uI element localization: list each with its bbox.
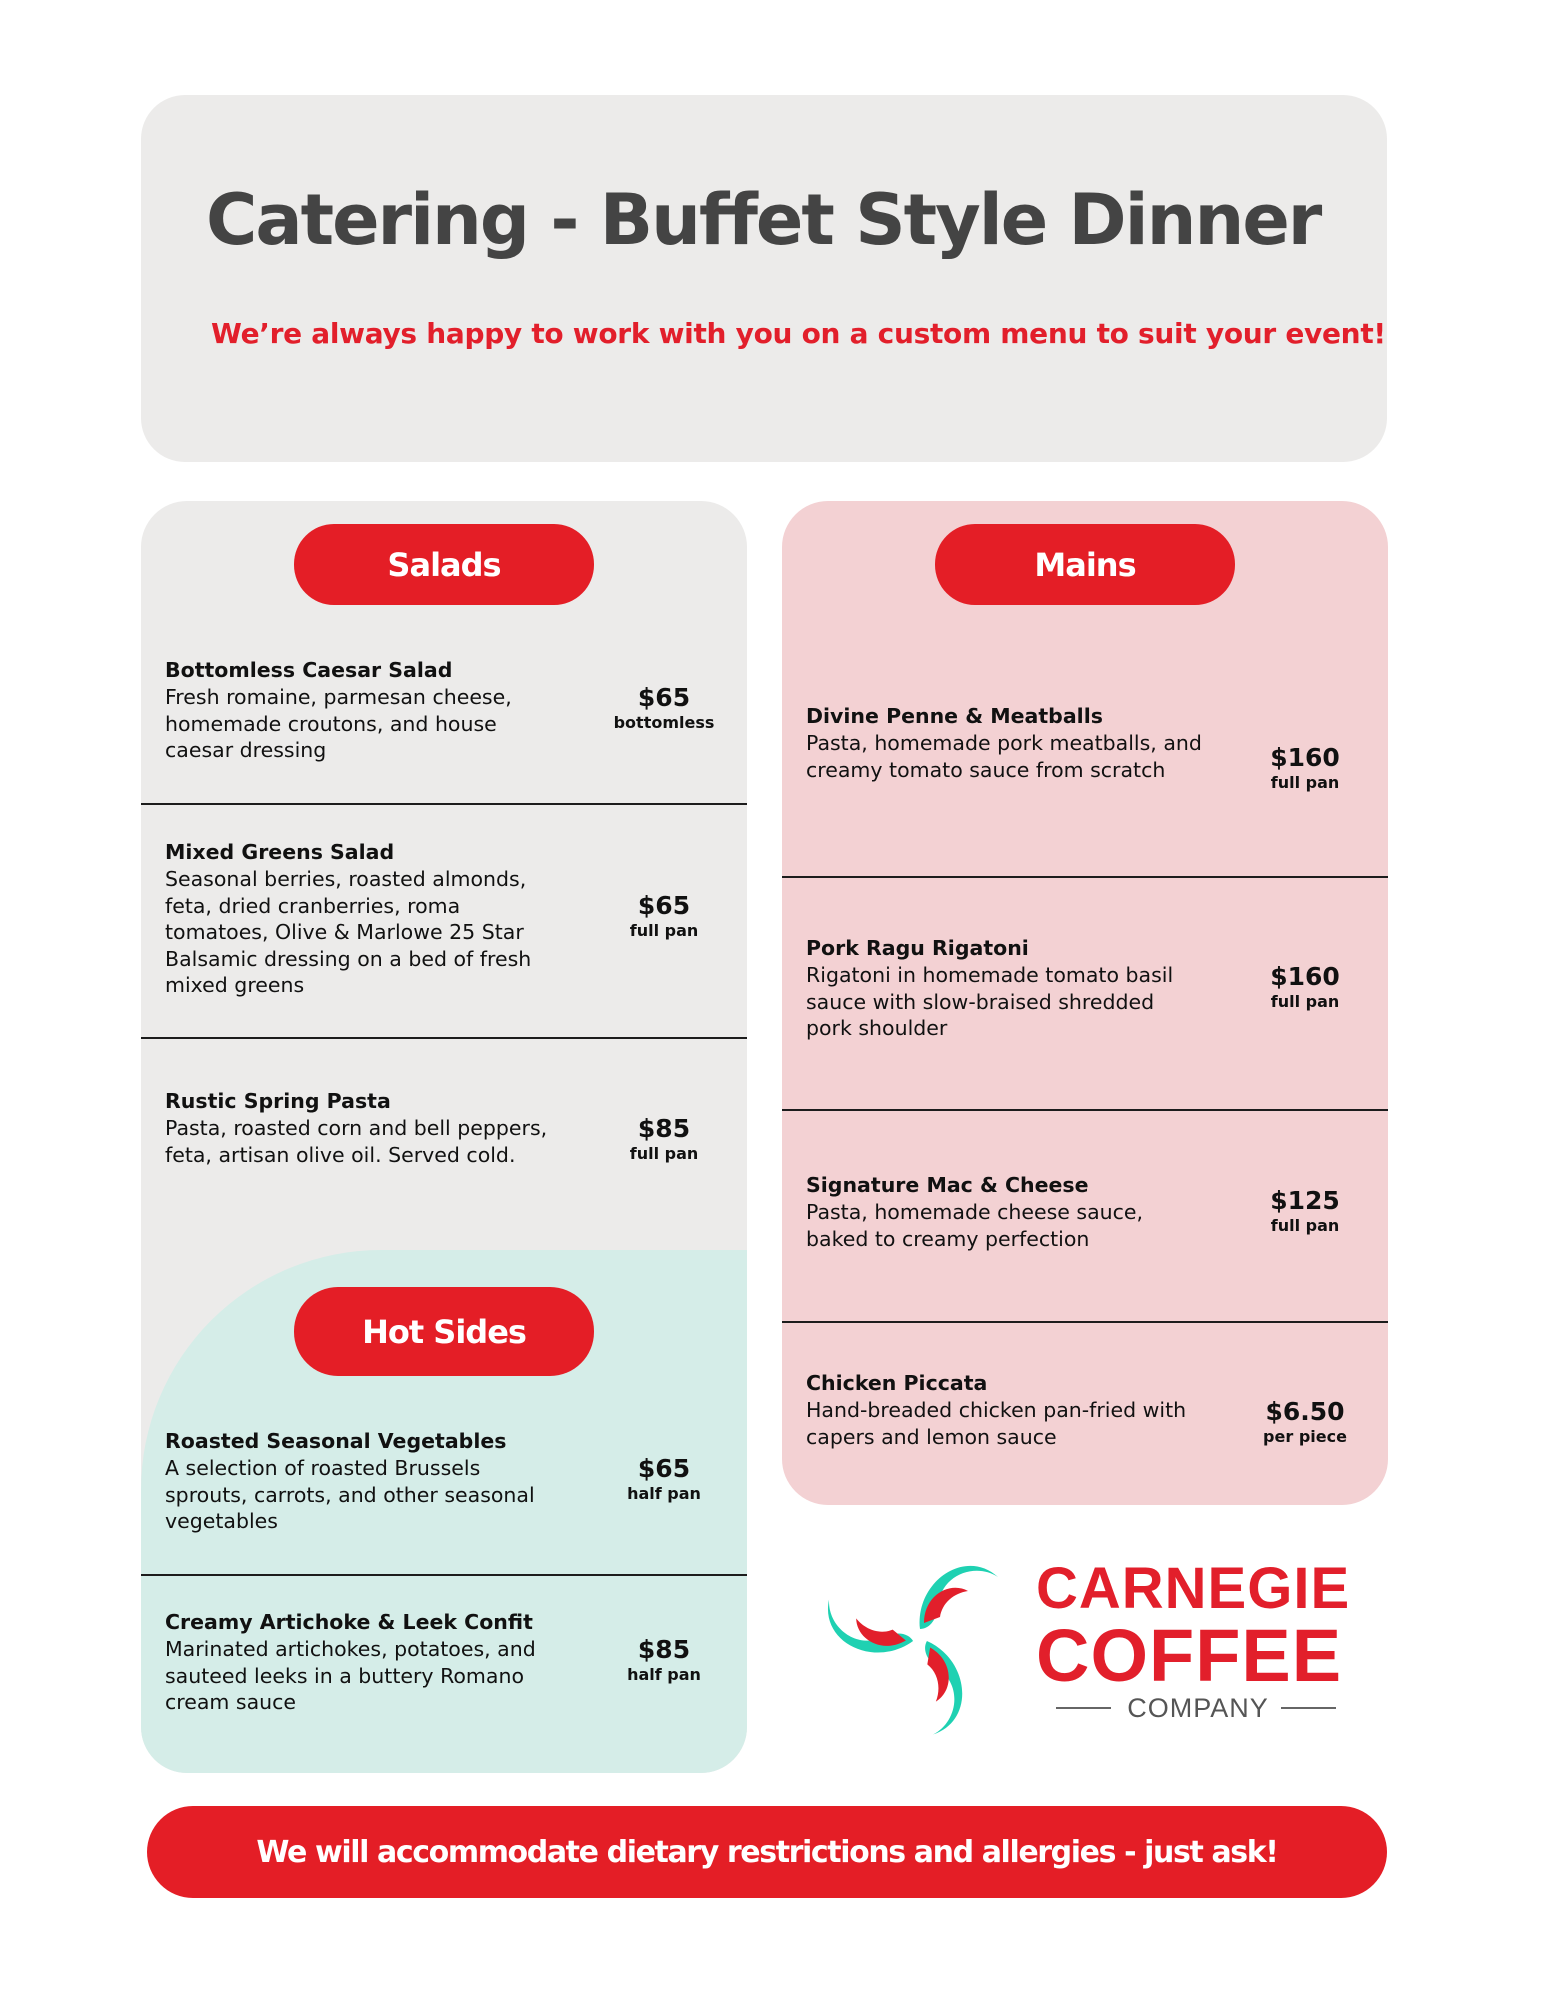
item-name: Chicken Piccata xyxy=(806,1371,988,1395)
menu-item-chicken-piccata xyxy=(806,1370,1206,1450)
menu-item-artichoke-confit xyxy=(165,1609,565,1716)
price-value: $6.50 xyxy=(1265,1397,1345,1426)
price-value: $160 xyxy=(1270,962,1340,991)
price-unit: half pan xyxy=(627,1665,701,1684)
menu-item-penne-meatballs xyxy=(806,703,1206,783)
price-unit: full pan xyxy=(1270,1216,1340,1235)
price-unit: half pan xyxy=(627,1484,701,1503)
item-name: Mixed Greens Salad xyxy=(165,840,395,864)
divider xyxy=(141,1037,747,1039)
salads-heading: Salads xyxy=(294,524,594,605)
price-value: $160 xyxy=(1270,743,1340,772)
swirl-logo-icon xyxy=(818,1535,1018,1735)
menu-item-roasted-vegetables xyxy=(165,1428,565,1535)
item-name: Creamy Artichoke & Leek Confit xyxy=(165,1610,533,1634)
mains-heading: Mains xyxy=(935,524,1235,605)
item-description: Rigatoni in homemade tomato basil sauce with slow-braised shredded pork shoulder xyxy=(806,963,1174,1040)
dietary-note-banner: We will accommodate dietary restrictions and allergies - just ask! xyxy=(147,1806,1387,1898)
item-description: Seasonal berries, roasted almonds, feta, dried cranberries, roma tomatoes, Olive & Marlowe 25 Star Balsamic dressing on a bed of fresh mixed greens xyxy=(165,867,532,997)
menu-item-caesar xyxy=(165,657,565,764)
item-description: A selection of roasted Brussels sprouts, carrots, and other seasonal vegetables xyxy=(165,1456,535,1533)
item-description: Fresh romaine, parmesan cheese, homemade croutons, and house caesar dressing xyxy=(165,685,512,762)
page-subtitle: We’re always happy to work with you on a custom menu to suit your event! xyxy=(211,317,1386,350)
page-title: Catering - Buffet Style Dinner xyxy=(206,179,1321,261)
price-unit: per piece xyxy=(1263,1427,1347,1446)
price-unit: full pan xyxy=(1270,992,1340,1011)
divider xyxy=(141,1574,747,1576)
menu-item-rustic-pasta xyxy=(165,1088,565,1168)
item-name: Bottomless Caesar Salad xyxy=(165,658,453,682)
item-name: Roasted Seasonal Vegetables xyxy=(165,1429,507,1453)
item-price xyxy=(1235,743,1375,794)
menu-item-mixed-greens xyxy=(165,839,565,999)
item-price xyxy=(1235,962,1375,1013)
salads-section xyxy=(141,501,747,1773)
divider xyxy=(782,876,1388,878)
logo-rule-right xyxy=(1281,1707,1336,1709)
item-description: Pasta, homemade pork meatballs, and creamy tomato sauce from scratch xyxy=(806,731,1202,782)
item-description: Marinated artichokes, potatoes, and sauteed leeks in a buttery Romano cream sauce xyxy=(165,1637,536,1714)
item-description: Pasta, roasted corn and bell peppers, feta, artisan olive oil. Served cold. xyxy=(165,1116,548,1167)
divider xyxy=(782,1109,1388,1111)
divider xyxy=(782,1321,1388,1323)
menu-item-pork-ragu xyxy=(806,935,1206,1042)
price-value: $125 xyxy=(1270,1186,1340,1215)
price-unit: bottomless xyxy=(613,713,715,732)
item-price xyxy=(1235,1397,1375,1448)
mains-section xyxy=(782,501,1388,1505)
price-value: $65 xyxy=(637,891,691,920)
price-unit: full pan xyxy=(1270,773,1340,792)
item-name: Divine Penne & Meatballs xyxy=(806,704,1103,728)
item-name: Rustic Spring Pasta xyxy=(165,1089,391,1113)
item-price xyxy=(594,1114,734,1165)
item-name: Signature Mac & Cheese xyxy=(806,1173,1089,1197)
price-value: $85 xyxy=(637,1114,691,1143)
menu-item-mac-cheese xyxy=(806,1172,1206,1252)
item-price xyxy=(594,683,734,734)
hot-sides-section xyxy=(141,1250,747,1773)
price-unit: full pan xyxy=(629,1144,699,1163)
item-description: Pasta, homemade cheese sauce, baked to creamy perfection xyxy=(806,1200,1144,1251)
logo-coffee: COFFEE xyxy=(1036,1614,1343,1697)
header-card xyxy=(141,95,1387,462)
divider xyxy=(141,803,747,805)
item-description: Hand-breaded chicken pan-fried with capers and lemon sauce xyxy=(806,1398,1187,1449)
price-unit: full pan xyxy=(629,921,699,940)
price-value: $65 xyxy=(637,1454,691,1483)
item-price xyxy=(594,1635,734,1686)
logo-carnegie: CARNEGIE xyxy=(1036,1556,1351,1621)
item-name: Pork Ragu Rigatoni xyxy=(806,936,1029,960)
item-price xyxy=(594,1454,734,1505)
price-value: $65 xyxy=(637,683,691,712)
price-value: $85 xyxy=(637,1635,691,1664)
hot-sides-heading: Hot Sides xyxy=(294,1287,594,1376)
item-price xyxy=(594,891,734,942)
carnegie-coffee-logo xyxy=(818,1535,1358,1750)
item-price xyxy=(1235,1186,1375,1237)
logo-company: COMPANY xyxy=(1127,1693,1269,1723)
